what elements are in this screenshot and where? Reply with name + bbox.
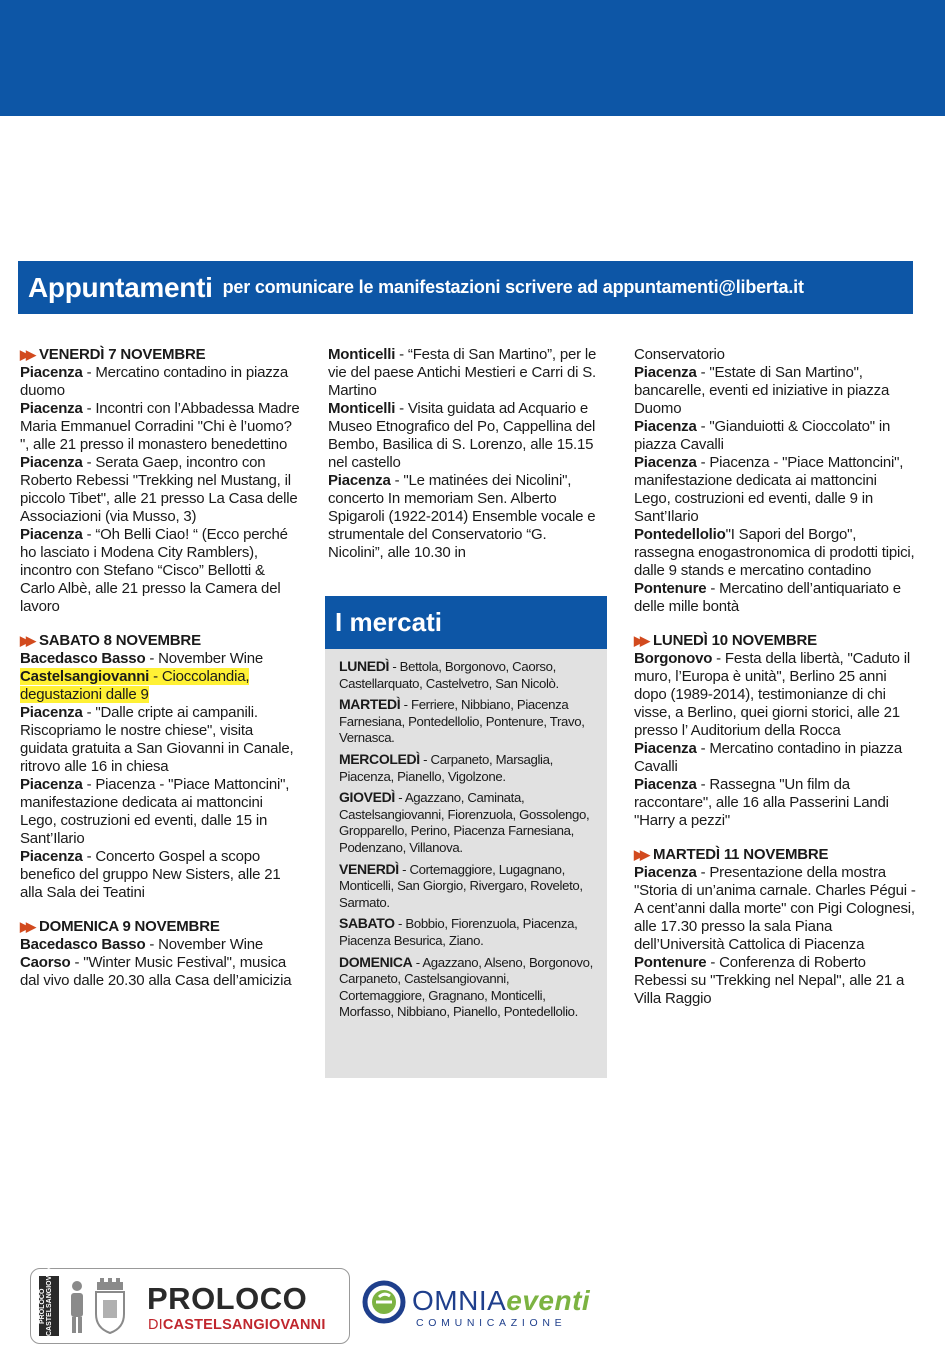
- market-day-item: VENERDÌ - Cortemaggiore, Lugagnano, Monticelli, San Giorgio, Rivergaro, Roveleto, Sarmato.: [339, 860, 583, 910]
- day-heading: ▶▶ DOMENICA 9 NOVEMBRE: [20, 918, 220, 935]
- appuntamenti-banner: [18, 261, 913, 314]
- event-entry: Piacenza - Mercatino contadino in piazza duomo: [20, 364, 288, 399]
- highlighted-event-entry: Castelsangiovanni - Cioccolandia, degustazioni dalle 9: [20, 668, 250, 703]
- event-entry: Pontedellolio"I Sapori del Borgo", rassegna enogastronomica di prodotti tipici, dalle 9 stands e mercatino contadino: [634, 526, 915, 579]
- omnia-e-logo-icon: [362, 1280, 406, 1324]
- event-entry: Bacedasco Basso - November Wine: [20, 650, 264, 667]
- event-entry: Caorso - "Winter Music Festival", musica dal vivo dalle 20.30 alla Casa dell’amicizia: [20, 954, 292, 989]
- event-entry: Monticelli - “Festa di San Martino”, per le vie del paese Antichi Mestieri e Carri di S. Martino: [328, 346, 597, 399]
- event-entry: Borgonovo - Festa della libertà, "Caduto il muro, l’Europa è unità", Berlino 25 anni dopo (1989-2014), testimonianze di chi visse, a Berlino, quei giorni storici, alle 21 presso l’ Auditorium della Rocca: [634, 650, 910, 739]
- omnia-tagline: COMUNICAZIONE: [416, 1317, 567, 1329]
- banner-subtitle: per comunicare le manifestazioni scrivere ad appuntamenti@liberta.it: [222, 277, 804, 297]
- mercati-list: [325, 649, 607, 1021]
- double-arrow-icon: ▶▶: [634, 847, 646, 862]
- event-entry: Monticelli - Visita guidata ad Acquario e Museo Etnografico del Po, Cappellina del Bembo, Basilica di S. Lorenzo, alle 15.15 nel castello: [328, 400, 596, 471]
- column-1: [20, 346, 302, 990]
- omnia-name: OMNIAeventi: [412, 1285, 591, 1316]
- day-heading: ▶▶ VENERDÌ 7 NOVEMBRE: [20, 346, 206, 363]
- proloco-subtitle: DICASTELSANGIOVANNI: [148, 1317, 326, 1333]
- event-entry: Piacenza - Rassegna "Un film da raccontare", alle 16 alla Passerini Landi "Harry a pezzi": [634, 776, 889, 829]
- proloco-name: PROLOCO: [147, 1281, 308, 1316]
- event-entry: Piacenza - "Dalle cripte ai campanili. Riscopriamo le nostre chiese", visita guidata gratuita a San Giovanni in Canale, ritrovo alle 16 in chiesa: [20, 704, 294, 775]
- day-heading: ▶▶ SABATO 8 NOVEMBRE: [20, 632, 201, 649]
- market-day-item: DOMENICA - Agazzano, Alseno, Borgonovo, Carpaneto, Castelsangiovanni, Cortemaggiore, Gragnano, Monticelli, Morfasso, Nibbiano, Pianello, Pontedellolio.: [339, 953, 593, 1020]
- column-3: [634, 346, 916, 1008]
- market-day-item: MARTEDÌ - Ferriere, Nibbiano, Piacenza Farnesiana, Pontedellolio, Pontenure, Travo, Vernasca.: [339, 696, 585, 746]
- market-day-item: SABATO - Bobbio, Fiorenzuola, Piacenza, Piacenza Besurica, Ziano.: [339, 915, 578, 948]
- omnia-eventi-logo: [362, 1280, 612, 1340]
- event-entry: Pontenure - Mercatino dell’antiquariato e delle mille bontà: [634, 580, 901, 615]
- event-entry: Piacenza - Piacenza - "Piace Mattoncini", manifestazione dedicata ai mattoncini Lego, costruzioni ed eventi, dalle 15 in Sant’Ilario: [20, 776, 290, 847]
- proloco-logo: [30, 1259, 350, 1344]
- event-entry: Piacenza - "Gianduiotti & Cioccolato" in piazza Cavalli: [634, 418, 891, 453]
- event-entry: Piacenza - "Estate di San Martino", bancarelle, eventi ed iniziative in piazza Duomo: [634, 364, 890, 417]
- proloco-vertical-text: PROLOCO CASTELSANGIOVANNI: [39, 1259, 53, 1336]
- event-entry: Pontenure - Conferenza di Roberto Rebessi su "Trekking nel Nepal", alle 21 a Villa Raggio: [634, 954, 905, 1007]
- market-day-item: LUNEDÌ - Bettola, Borgonovo, Caorso, Castellarquato, Castelvetro, San Nicolò.: [339, 658, 559, 691]
- market-day-item: MERCOLEDÌ - Carpaneto, Marsaglia, Piacenza, Pianello, Vigolzone.: [339, 750, 553, 784]
- mercati-box: [325, 596, 607, 1078]
- double-arrow-icon: ▶▶: [20, 919, 32, 934]
- event-entry: Piacenza - “Oh Belli Ciao! “ (Ecco perché ho lasciato i Modena City Ramblers), incontro con Stefano “Cisco” Bellotti & Carlo Albè, alle 21 presso la Camera del lavoro: [20, 526, 288, 615]
- event-entry: Piacenza - "Le matinées dei Nicolini", concerto In memoriam Sen. Alberto Spigaroli (1922-2014) Ensemble vocale e strumentale del Conservatorio “G. Nicolini”, alle 10.30 in: [328, 472, 596, 561]
- banner-title: Appuntamenti: [28, 271, 213, 303]
- double-arrow-icon: ▶▶: [20, 633, 32, 648]
- event-entry: Piacenza - Concerto Gospel a scopo benefico del gruppo New Sisters, alle 21 alla Sala dei Teatini: [20, 848, 281, 901]
- double-arrow-icon: ▶▶: [20, 347, 32, 362]
- event-entry: Piacenza - Serata Gaep, incontro con Roberto Rebessi "Trekking nel Mustang, il piccolo Tibet", alle 21 presso La Casa delle Associazioni (via Musso, 3): [20, 454, 298, 525]
- double-arrow-icon: ▶▶: [634, 633, 646, 648]
- event-entry: Piacenza - Presentazione della mostra "Storia di un’anima carnale. Charles Pégui - A cent’anni dalla morte" con Pigi Colognesi, alle 17.30 presso la sala Piana dell’Università Cattolica di Piacenza: [634, 864, 916, 953]
- continued-text: Conservatorio: [634, 346, 725, 363]
- mercati-title: I mercati: [325, 596, 607, 649]
- event-entry: Piacenza - Piacenza - "Piace Mattoncini", manifestazione dedicata ai mattoncini Lego, costruzioni ed eventi, dalle 9 in Sant’Ilario: [634, 454, 904, 525]
- column-2: [328, 346, 600, 562]
- event-entry: Bacedasco Basso - November Wine: [20, 936, 264, 953]
- event-entry: Piacenza - Mercatino contadino in piazza Cavalli: [634, 740, 902, 775]
- market-day-item: GIOVEDÌ - Agazzano, Caminata, Castelsangiovanni, Fiorenzuola, Gossolengo, Gropparello, Perino, Piacenza Farnesiana, Podenzano, Villanova.: [339, 789, 590, 855]
- event-entry: Piacenza - Incontri con l’Abbadessa Madre Maria Emmanuel Corradini "Chi è l’uomo? ", alle 21 presso il monastero benedettino: [20, 400, 300, 453]
- person-figure-icon: [67, 1279, 87, 1335]
- day-heading: ▶▶ MARTEDÌ 11 NOVEMBRE: [634, 846, 829, 863]
- city-crest-icon: [93, 1278, 127, 1334]
- day-heading: ▶▶ LUNEDÌ 10 NOVEMBRE: [634, 632, 817, 649]
- top-color-bar: [0, 0, 945, 116]
